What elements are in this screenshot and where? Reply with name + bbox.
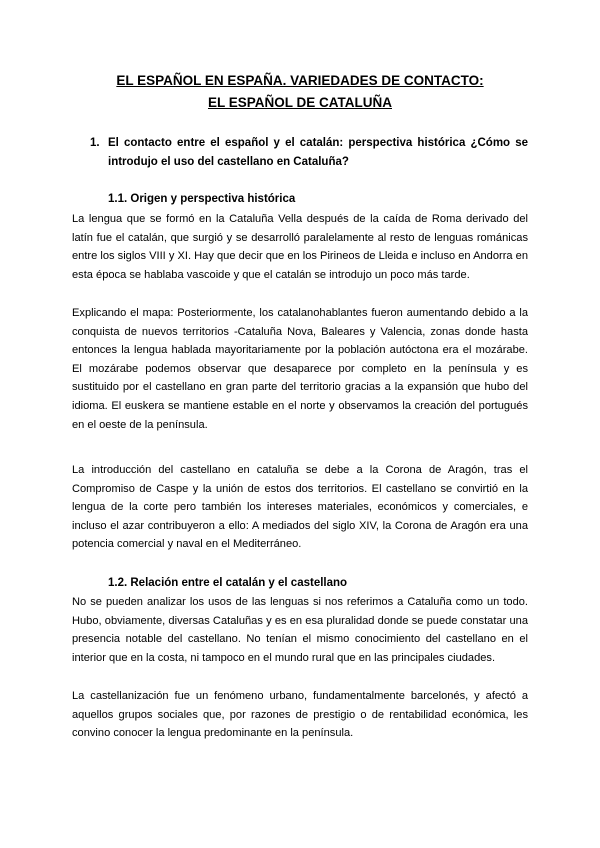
page-title-line-1: EL ESPAÑOL EN ESPAÑA. VARIEDADES DE CONTACTO: (116, 73, 484, 88)
section-1-heading-text: El contacto entre el español y el catalán: perspectiva histórica ¿Cómo se introdujo el uso del castellano en Cataluña? (108, 137, 528, 168)
section-1-number: 1. (90, 137, 100, 149)
paragraph-origen: La lengua que se formó en la Cataluña Vella después de la caída de Roma derivado del latín fue el catalán, que surgió y se desarrolló paralelamente al resto de lenguas románicas entre los siglos VIII y XI. Hay que decir que en los Pirineos de Lleida e incluso en Andorra en esta época se hablaba vascoide y que el catalán se introdujo un poco más tarde. (72, 213, 528, 281)
page-title-line-2: EL ESPAÑOL DE CATALUÑA (207, 95, 392, 110)
subsection-1-1-heading: 1.1. Origen y perspectiva histórica (108, 193, 296, 205)
paragraph-relacion: No se pueden analizar los usos de las lenguas si nos referimos a Cataluña como un todo. Hubo, obviamente, diversas Cataluñas y es en esa pluralidad donde se puede constatar una presencia notable del castellano. No tenían el mismo conocimiento del castellano en el interior que en la costa, ni tampoco en el mundo rural que en las principales ciudades. (72, 596, 528, 664)
section-1-heading (90, 134, 528, 172)
subsection-1-2-heading: 1.2. Relación entre el catalán y el castellano (108, 577, 348, 589)
paragraph-mapa: Explicando el mapa: Posteriormente, los catalanohablantes fueron aumentando debido a la conquista de nuevos territorios -Cataluña Nova, Baleares y Valencia, zonas donde hasta entonces la lengua hablada mayoritariamente por la población autóctona era el mozárabe. El mozárabe podemos observar que desaparece por completo en la península y es sustituido por el castellano en gran parte del territorio gracias a la expansión que hubo del idioma. El euskera se mantiene estable en el norte y observamos la creación del portugués en el oeste de la península. (72, 307, 528, 431)
paragraph-introduccion: La introducción del castellano en cataluña se debe a la Corona de Aragón, tras el Compromiso de Caspe y la unión de estos dos territorios. El castellano se convirtió en la lengua de la corte pero también los intereses materiales, económicos y comerciales, e incluso el azar contribuyeron a ello: A mediados del siglo XIV, la Corona de Aragón era una potencia comercial y naval en el Mediterráneo. (72, 464, 528, 551)
title-block (72, 70, 528, 114)
paragraph-castellanizacion: La castellanización fue un fenómeno urbano, fundamentalmente barcelonés, y afectó a aquellos grupos sociales que, por razones de prestigio o de rentabilidad económica, les convino conocer la lengua predominante en la península. (72, 690, 528, 740)
